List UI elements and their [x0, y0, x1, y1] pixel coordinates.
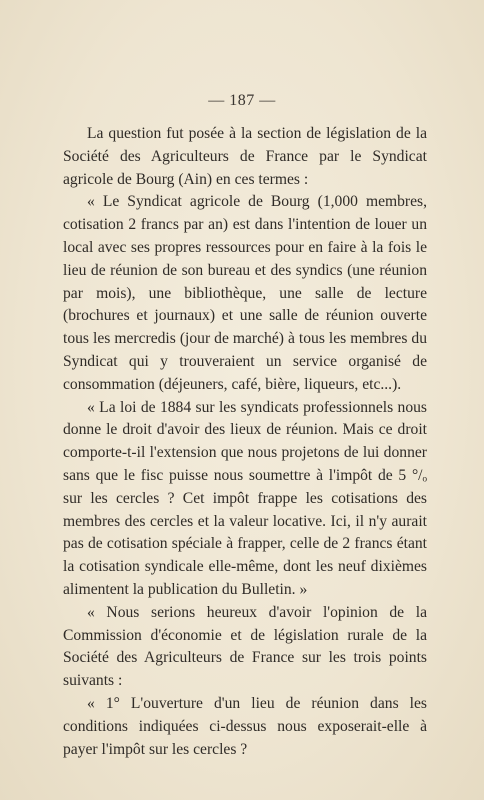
paragraph-syndicat-request: « Le Syndicat agricole de Bourg (1,000 membres, cotisation 2 francs par an) est dans l'intention de louer un local avec ses propres ressources pour en faire à la fois le lieu de réunion de son bureau et des syndics (une réunion par mois), une bibliothèque, une salle de lecture (brochures et journaux) et une salle de réunion ouverte tous les mercredis (jour de marché) à tous les membres du Syndicat qui y trouveraient un service organisé de consommation (déjeuners, café, bière, liqueurs, etc...).	[63, 193, 427, 393]
paragraph-question: La question fut posée à la section de législation de la Société des Agriculteurs de France par le Syndicat agricole de Bourg (Ain) en ces termes :	[63, 125, 427, 188]
paragraph-opinion-request: « Nous serions heureux d'avoir l'opinion de la Commission d'économie et de législation rurale de la Société des Agriculteurs de France sur les trois points suivants :	[63, 603, 427, 690]
paragraph-loi-1884: « La loi de 1884 sur les syndicats professionnels nous donne le droit d'avoir des lieux de réunion. Mais ce droit comporte-t-il l'extension que nous projetons de lui donner sans que le fisc puisse nous soumettre à l'impôt de 5 °/ₒ sur les cercles ? Cet impôt frappe les cotisations des membres des cercles et la valeur locative. Ici, il n'y aurait pas de cotisation spéciale à frapper, celle de 2 francs étant la cotisation syndicale elle-même, dont les neuf dixièmes alimentent la publication du Bulletin. »	[63, 398, 427, 598]
page-body	[63, 123, 427, 761]
paragraph-point-one: « 1° L'ouverture d'un lieu de réunion dans les conditions indiquées ci-dessus nous exposerait-elle à payer l'impôt sur les cercles ?	[63, 694, 427, 758]
page-number: — 187 —	[208, 92, 276, 109]
